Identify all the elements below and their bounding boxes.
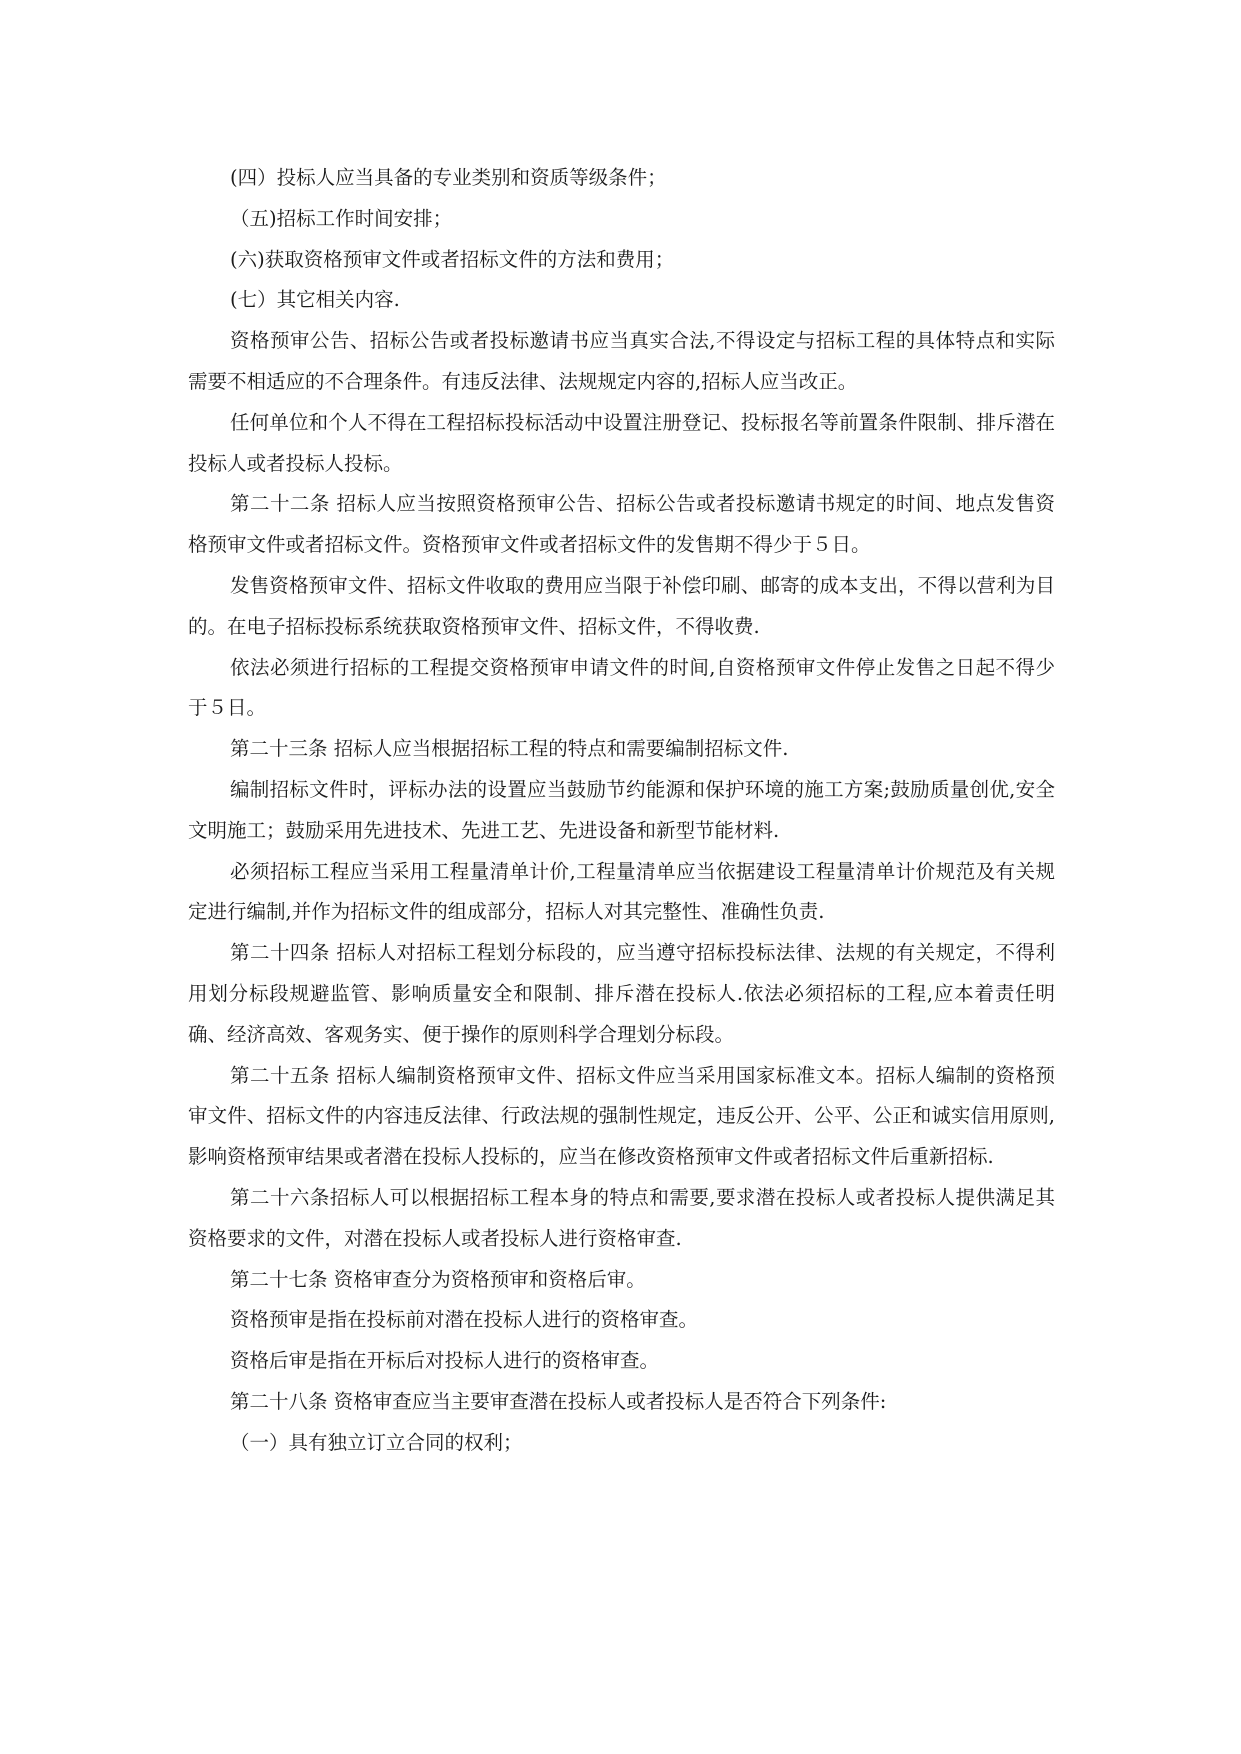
article-25: 第二十五条 招标人编制资格预审文件、招标文件应当采用国家标准文本。招标人编制的资格预审文件、招标文件的内容违反法律、行政法规的强制性规定，违反公开、公平、公正和诚实信用原则,影响资格预审结果或者潜在投标人投标的，应当在修改资格预审文件或者招标文件后重新招标. [188, 1063, 1055, 1169]
paragraph-item-1: （一）具有独立订立合同的权利； [230, 1430, 523, 1454]
paragraph: 发售资格预审文件、招标文件收取的费用应当限于补偿印刷、邮寄的成本支出，不得以营利为目的。在电子招标投标系统获取资格预审文件、招标文件，不得收费. [188, 573, 1055, 638]
article-23: 第二十三条 招标人应当根据招标工程的特点和需要编制招标文件. [230, 737, 789, 761]
paragraph-item-5: （五)招标工作时间安排； [230, 206, 453, 230]
article-24: 第二十四条 招标人对招标工程划分标段的，应当遵守招标投标法律、法规的有关规定，不得利用划分标段规避监管、影响质量安全和限制、排斥潜在投标人.依法必须招标的工程,应本着责任明确、经济高效、客观务实、便于操作的原则科学合理划分标段。 [188, 941, 1055, 1046]
article-27: 第二十七条 资格审查分为资格预审和资格后审。 [230, 1267, 646, 1291]
paragraph: 资格预审公告、招标公告或者投标邀请书应当真实合法,不得设定与招标工程的具体特点和实际需要不相适应的不合理条件。有违反法律、法规规定内容的,招标人应当改正。 [188, 329, 1055, 393]
article-22: 第二十二条 招标人应当按照资格预审公告、招标公告或者投标邀请书规定的时间、地点发售资格预审文件或者招标文件。资格预审文件或者招标文件的发售期不得少于５日。 [188, 492, 1055, 557]
article-26: 第二十六条招标人可以根据招标工程本身的特点和需要,要求潜在投标人或者投标人提供满足其资格要求的文件，对潜在投标人或者投标人进行资格审查. [188, 1185, 1055, 1250]
paragraph-item-4: (四）投标人应当具备的专业类别和资质等级条件； [230, 166, 667, 189]
article-28: 第二十八条 资格审查应当主要审查潜在投标人或者投标人是否符合下列条件: [230, 1389, 887, 1413]
paragraph: 资格预审是指在投标前对潜在投标人进行的资格审查。 [230, 1308, 699, 1332]
paragraph: 任何单位和个人不得在工程招标投标活动中设置注册登记、投标报名等前置条件限制、排斥潜在投标人或者投标人投标。 [188, 410, 1055, 475]
paragraph: 资格后审是指在开标后对投标人进行的资格审查。 [230, 1349, 660, 1373]
paragraph-item-6: (六)获取资格预审文件或者招标文件的方法和费用； [230, 247, 675, 271]
paragraph: 依法必须进行招标的工程提交资格预审申请文件的时间,自资格预审文件停止发售之日起不得少于５日。 [188, 655, 1055, 720]
document-body [188, 158, 1055, 1464]
paragraph-item-7: (七）其它相关内容. [230, 288, 400, 312]
paragraph: 编制招标文件时，评标办法的设置应当鼓励节约能源和保护环境的施工方案;鼓励质量创优,安全文明施工；鼓励采用先进技术、先进工艺、先进设备和新型节能材料. [188, 777, 1055, 842]
paragraph: 必须招标工程应当采用工程量清单计价,工程量清单应当依据建设工程量清单计价规范及有关规定进行编制,并作为招标文件的组成部分，招标人对其完整性、准确性负责. [188, 859, 1055, 924]
